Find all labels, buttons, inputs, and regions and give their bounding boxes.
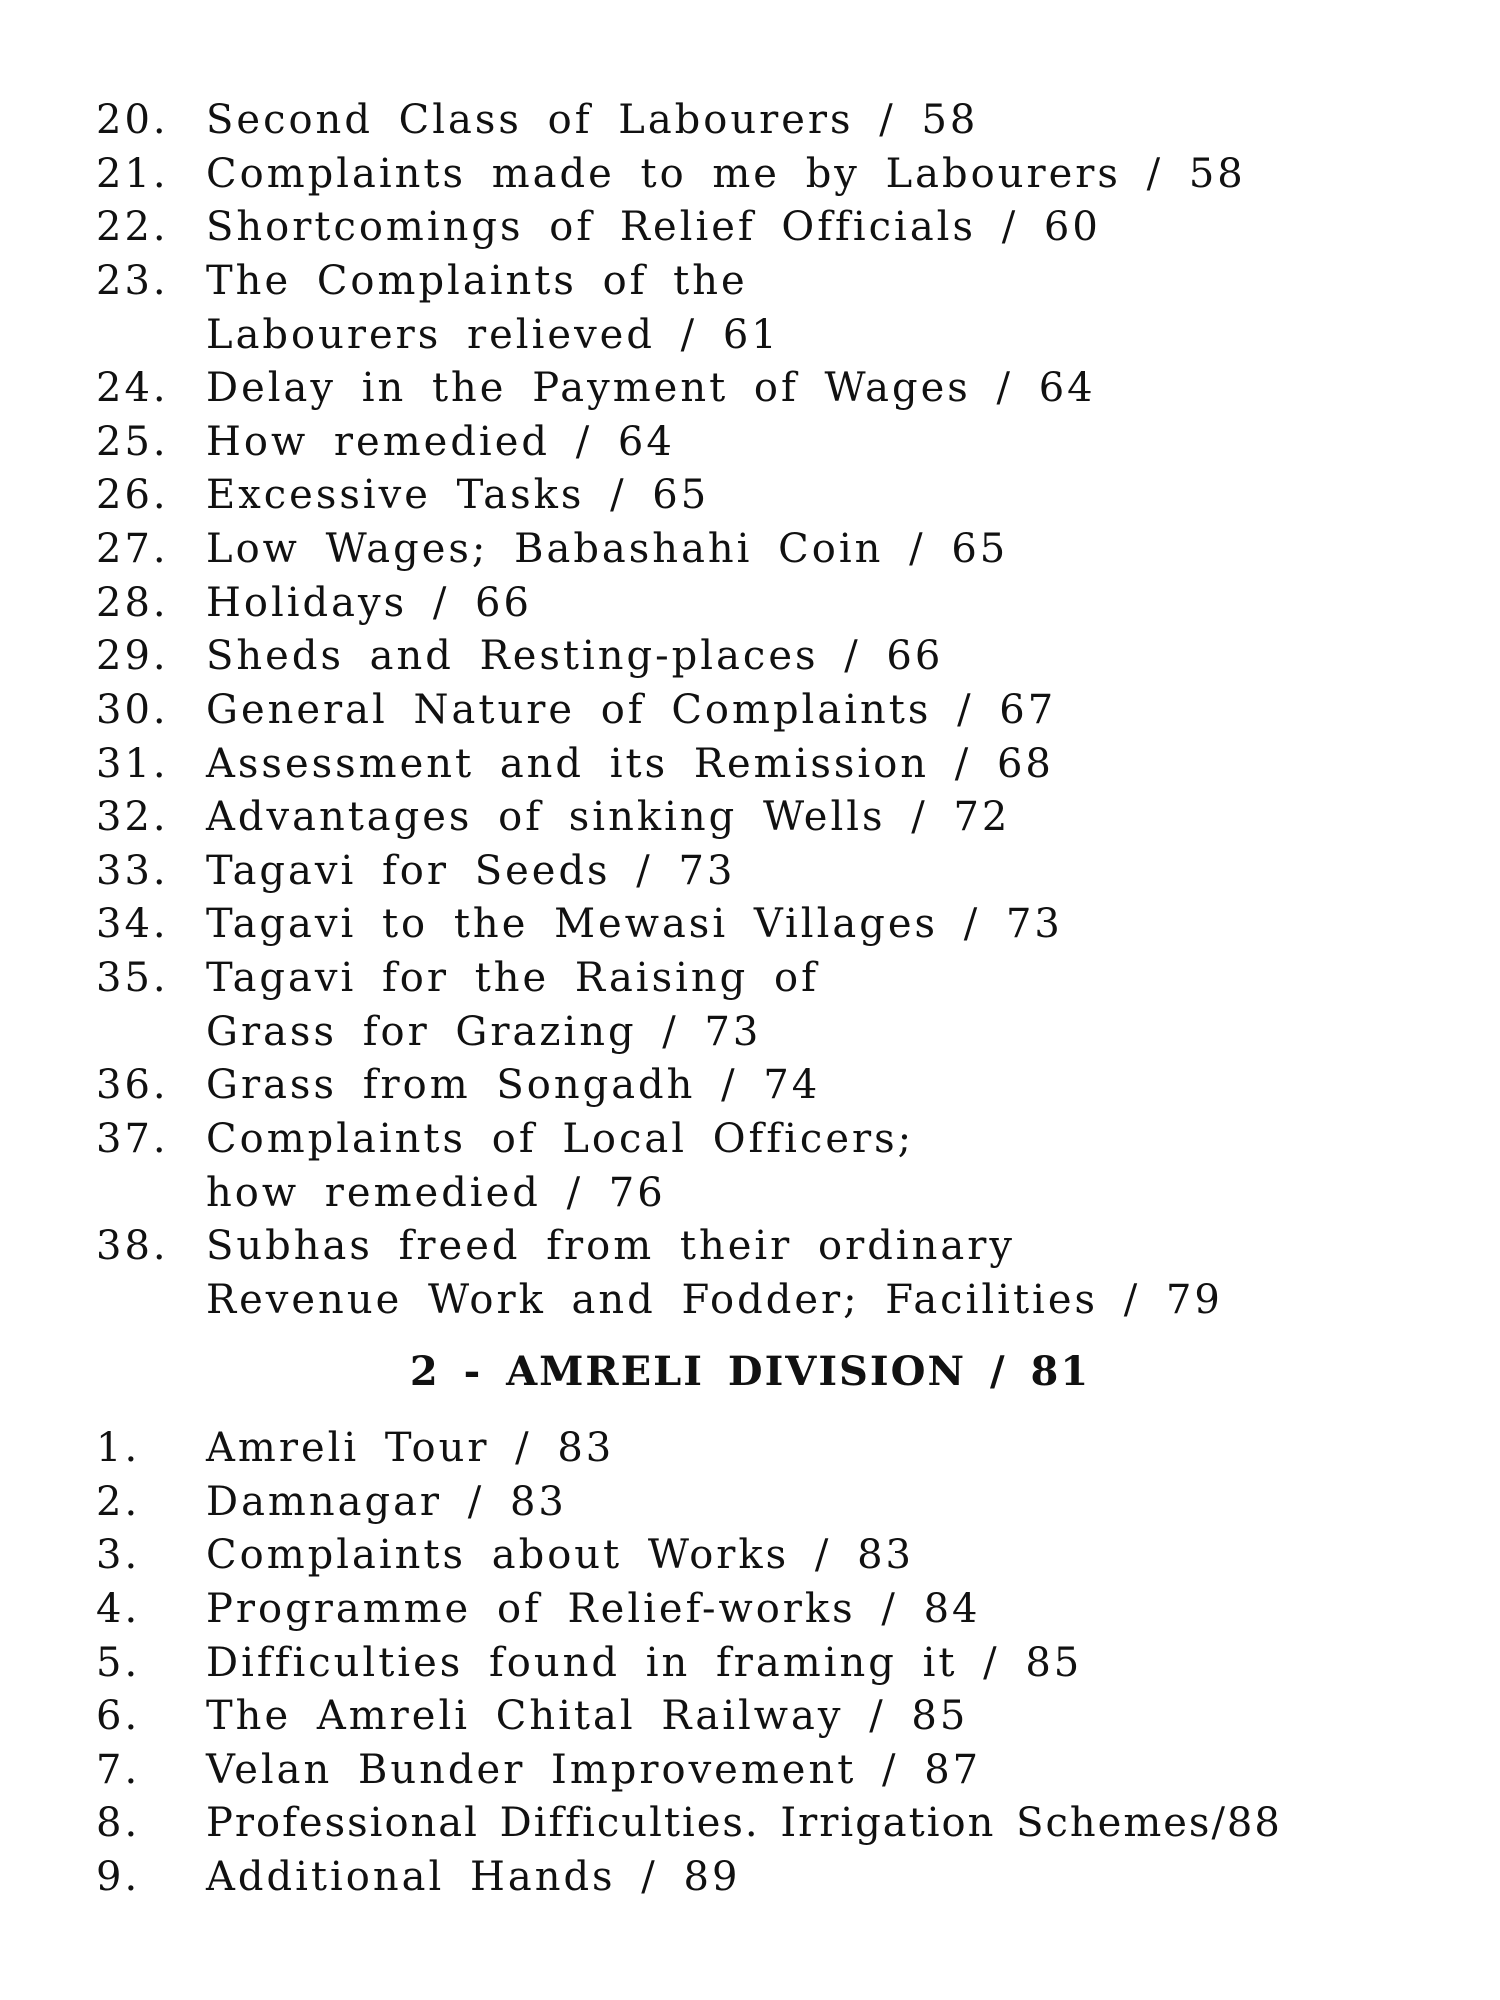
entry-number: 36. — [96, 1062, 169, 1108]
entry-number: 28. — [96, 580, 169, 626]
entry-number: 6. — [96, 1693, 141, 1739]
entry-title: Delay in the Payment of Wages / 64 — [206, 365, 1096, 411]
entry-title: The Amreli Chital Railway / 85 — [206, 1693, 969, 1739]
entry-number: 22. — [96, 204, 169, 250]
entry-title: Grass from Songadh / 74 — [206, 1062, 821, 1108]
entry-number: 8. — [96, 1800, 141, 1846]
entry-number: 31. — [96, 741, 169, 787]
entry-number: 32. — [96, 794, 169, 840]
entry-number: 2. — [96, 1479, 141, 1525]
entry-title: Programme of Relief-works / 84 — [206, 1586, 981, 1632]
entry-title: The Complaints of the — [206, 258, 748, 304]
entry-title: Second Class of Labourers / 58 — [206, 97, 979, 143]
entry-title: Velan Bunder Improvement / 87 — [206, 1747, 982, 1793]
entry-title: Shortcomings of Relief Officials / 60 — [206, 204, 1101, 250]
entry-number: 9. — [96, 1854, 141, 1900]
entry-title: Amreli Tour / 83 — [206, 1425, 615, 1471]
entry-title: Subhas freed from their ordinary — [206, 1223, 1015, 1269]
entry-number: 33. — [96, 848, 169, 894]
entry-number: 20. — [96, 97, 169, 143]
entry-number: 30. — [96, 687, 169, 733]
entry-title: Additional Hands / 89 — [206, 1854, 741, 1900]
entry-number: 24. — [96, 365, 169, 411]
entry-title: Advantages of sinking Wells / 72 — [206, 794, 1011, 840]
entry-title-continuation: Grass for Grazing / 73 — [206, 1009, 762, 1055]
entry-title: How remedied / 64 — [206, 419, 675, 465]
entry-number: 37. — [96, 1116, 169, 1162]
entry-number: 5. — [96, 1640, 141, 1686]
section-heading: 2 - AMRELI DIVISION / 81 — [409, 1348, 1091, 1395]
entry-title: Holidays / 66 — [206, 580, 532, 626]
entry-number: 35. — [96, 955, 169, 1001]
entry-title: Tagavi for the Raising of — [206, 955, 819, 1001]
entry-title: Professional Difficulties. Irrigation Schemes/88 — [206, 1800, 1282, 1846]
entry-number: 21. — [96, 151, 169, 197]
entry-title: Tagavi for Seeds / 73 — [206, 848, 736, 894]
entry-number: 23. — [96, 258, 169, 304]
entry-number: 1. — [96, 1425, 141, 1471]
entry-number: 27. — [96, 526, 169, 572]
entry-number: 7. — [96, 1747, 141, 1793]
entry-title: General Nature of Complaints / 67 — [206, 687, 1057, 733]
entry-title: Excessive Tasks / 65 — [206, 472, 710, 518]
entry-title: Complaints about Works / 83 — [206, 1532, 914, 1578]
entry-number: 26. — [96, 472, 169, 518]
entry-title-continuation: Revenue Work and Fodder; Facilities / 79 — [206, 1277, 1223, 1323]
entry-number: 29. — [96, 633, 169, 679]
entry-title: Damnagar / 83 — [206, 1479, 567, 1525]
entry-title: Difficulties found in framing it / 85 — [206, 1640, 1083, 1686]
entry-number: 38. — [96, 1223, 169, 1269]
entry-title-continuation: Labourers relieved / 61 — [206, 312, 780, 358]
entry-title: Complaints made to me by Labourers / 58 — [206, 151, 1246, 197]
entry-title: Tagavi to the Mewasi Villages / 73 — [206, 901, 1063, 947]
entry-title: Assessment and its Remission / 68 — [206, 741, 1054, 787]
entry-title: Low Wages; Babashahi Coin / 65 — [206, 526, 1009, 572]
entry-title: Sheds and Resting-places / 66 — [206, 633, 944, 679]
entry-number: 3. — [96, 1532, 141, 1578]
entry-number: 25. — [96, 419, 169, 465]
entry-number: 34. — [96, 901, 169, 947]
entry-number: 4. — [96, 1586, 141, 1632]
entry-title-continuation: how remedied / 76 — [206, 1170, 666, 1216]
entry-title: Complaints of Local Officers; — [206, 1116, 915, 1162]
